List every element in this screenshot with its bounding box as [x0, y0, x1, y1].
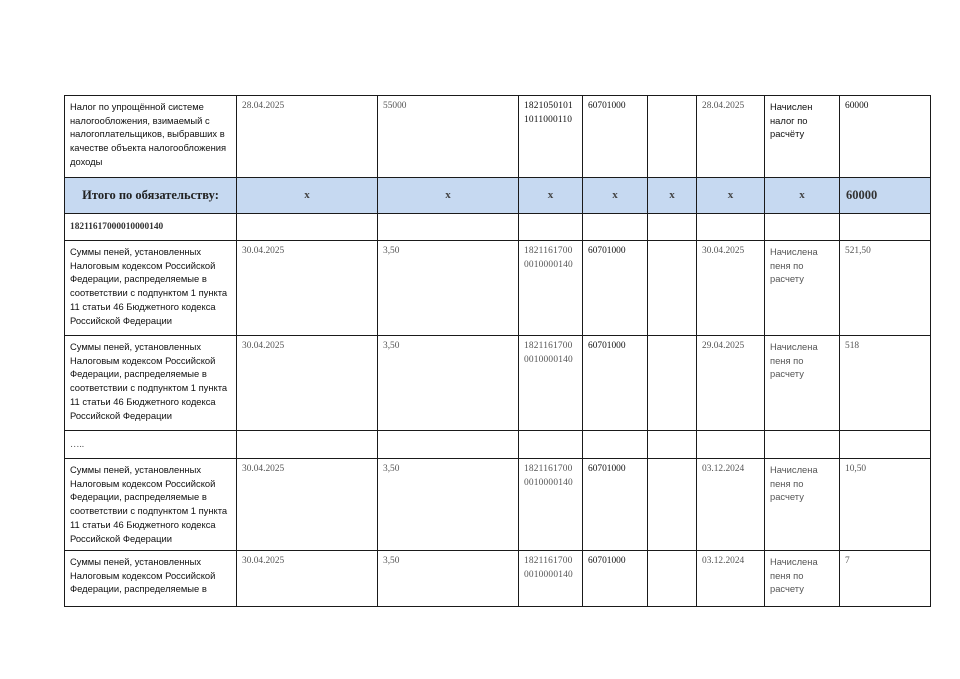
oktmo-code: 60701000: [583, 241, 648, 336]
table-row: [65, 241, 931, 336]
empty-cell: [237, 214, 378, 241]
payment-amount: 3,50: [378, 336, 519, 431]
empty-cell: [648, 551, 697, 607]
total-x-mark: х: [237, 178, 378, 214]
operation-note: Начислен налог по расчёту: [765, 96, 840, 178]
oktmo-code: 60701000: [583, 336, 648, 431]
accrual-date: 29.04.2025: [697, 336, 765, 431]
payment-date: 28.04.2025: [237, 96, 378, 178]
balance-sum: 60000: [840, 96, 931, 178]
table-row: [65, 551, 931, 607]
payment-date: 30.04.2025: [237, 551, 378, 607]
empty-cell: [648, 459, 697, 551]
total-x-mark: х: [378, 178, 519, 214]
empty-cell: [697, 431, 765, 459]
payment-amount: 3,50: [378, 459, 519, 551]
empty-cell: [765, 214, 840, 241]
kbk-code: 18210501011011000110: [519, 96, 583, 178]
obligation-name: Суммы пеней, установленных Налоговым кодексом Российской Федерации, распределяемые в соответствии с подпунктом 1 пункта 11 статьи 46 Бюджетного кодекса Российской Федерации: [65, 241, 237, 336]
empty-cell: [583, 214, 648, 241]
payment-amount: 3,50: [378, 551, 519, 607]
kbk-code: 18211617000010000140: [519, 241, 583, 336]
balance-sum: 521,50: [840, 241, 931, 336]
balance-sum: 518: [840, 336, 931, 431]
total-x-mark: х: [648, 178, 697, 214]
accrual-date: 03.12.2024: [697, 551, 765, 607]
balance-sum: 7: [840, 551, 931, 607]
kbk-code: 18211617000010000140: [519, 551, 583, 607]
kbk-group-code: 18211617000010000140: [65, 214, 237, 241]
obligation-name: Налог по упрощённой системе налогообложения, взимаемый с налогоплательщиков, выбравших в качестве объекта налогообложения доходы: [65, 96, 237, 178]
obligation-name: Суммы пеней, установленных Налоговым кодексом Российской Федерации, распределяемые в соответствии с подпунктом 1 пункта 11 статьи 46 Бюджетного кодекса Российской Федерации: [65, 336, 237, 431]
total-label: Итого по обязательству:: [65, 178, 237, 214]
total-x-mark: х: [697, 178, 765, 214]
total-sum: 60000: [840, 178, 931, 214]
empty-cell: [648, 96, 697, 178]
ellipsis-row: [65, 431, 931, 459]
balance-sum: 10,50: [840, 459, 931, 551]
kbk-code: 18211617000010000140: [519, 459, 583, 551]
accrual-date: 28.04.2025: [697, 96, 765, 178]
payment-date: 30.04.2025: [237, 241, 378, 336]
total-x-mark: х: [765, 178, 840, 214]
kbk-code: 18211617000010000140: [519, 336, 583, 431]
total-row: [65, 178, 931, 214]
obligation-name: Суммы пеней, установленных Налоговым кодексом Российской Федерации, распределяемые в соответствии с подпунктом 1 пункта 11 статьи 46 Бюджетного кодекса Российской Федерации: [65, 459, 237, 551]
empty-cell: [583, 431, 648, 459]
oktmo-code: 60701000: [583, 551, 648, 607]
obligation-name: Суммы пеней, установленных Налоговым кодексом Российской Федерации, распределяемые в: [65, 551, 237, 607]
empty-cell: [519, 431, 583, 459]
empty-cell: [378, 431, 519, 459]
empty-cell: [237, 431, 378, 459]
obligations-table: [64, 95, 931, 607]
oktmo-code: 60701000: [583, 96, 648, 178]
empty-cell: [648, 336, 697, 431]
accrual-date: 30.04.2025: [697, 241, 765, 336]
total-x-mark: х: [519, 178, 583, 214]
empty-cell: [648, 431, 697, 459]
operation-note: Начислена пеня по расчету: [765, 551, 840, 607]
empty-cell: [840, 431, 931, 459]
payment-date: 30.04.2025: [237, 459, 378, 551]
accrual-date: 03.12.2024: [697, 459, 765, 551]
empty-cell: [840, 214, 931, 241]
payment-date: 30.04.2025: [237, 336, 378, 431]
empty-cell: [378, 214, 519, 241]
total-x-mark: х: [583, 178, 648, 214]
payment-amount: 55000: [378, 96, 519, 178]
empty-cell: [697, 214, 765, 241]
operation-note: Начислена пеня по расчету: [765, 336, 840, 431]
ellipsis-text: …..: [65, 431, 237, 459]
kbk-group-row: [65, 214, 931, 241]
operation-note: Начислена пеня по расчету: [765, 459, 840, 551]
empty-cell: [648, 241, 697, 336]
payment-amount: 3,50: [378, 241, 519, 336]
empty-cell: [519, 214, 583, 241]
table-row: [65, 96, 931, 178]
empty-cell: [648, 214, 697, 241]
table-row: [65, 336, 931, 431]
operation-note: Начислена пеня по расчету: [765, 241, 840, 336]
empty-cell: [765, 431, 840, 459]
table-row: [65, 459, 931, 551]
oktmo-code: 60701000: [583, 459, 648, 551]
